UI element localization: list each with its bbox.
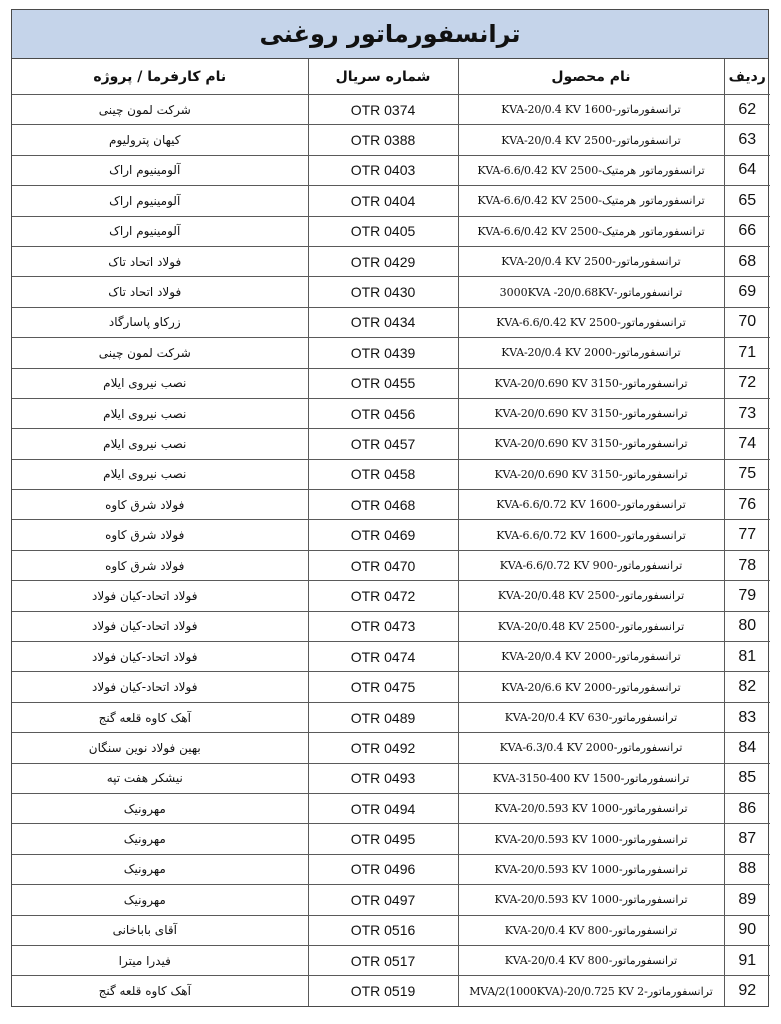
table-row — [12, 368, 770, 398]
table-row — [12, 945, 770, 975]
product-name-cell: ترانسفورماتور-3150 KVA-20/0.690 KV — [458, 429, 724, 459]
serial-number-cell: OTR 0494 — [308, 793, 458, 823]
table-row — [12, 611, 770, 641]
client-name-cell: بهین فولاد نوین سنگان — [12, 733, 308, 763]
serial-number-cell: OTR 0489 — [308, 702, 458, 732]
client-name-cell: مهرونیک — [12, 793, 308, 823]
header-row-number: ردیف — [724, 59, 770, 95]
client-name-cell: نیشکر هفت تپه — [12, 763, 308, 793]
header-serial-number: شماره سریال — [308, 59, 458, 95]
serial-number-cell: OTR 0458 — [308, 459, 458, 489]
table-row — [12, 307, 770, 337]
client-name-cell: فولاد اتحاد-کیان فولاد — [12, 581, 308, 611]
serial-number-cell: OTR 0404 — [308, 186, 458, 216]
serial-number-cell: OTR 0517 — [308, 945, 458, 975]
row-number-cell: 76 — [724, 490, 770, 520]
row-number-cell: 87 — [724, 824, 770, 854]
row-number-cell: 74 — [724, 429, 770, 459]
row-number-cell: 92 — [724, 976, 770, 1006]
row-number-cell: 86 — [724, 793, 770, 823]
table-row — [12, 338, 770, 368]
product-name-cell: ترانسفورماتور-2500 KVA-6.6/0.42 KV — [458, 307, 724, 337]
product-name-cell: ترانسفورماتور-1600 KVA-20/0.4 KV — [458, 95, 724, 125]
row-number-cell: 78 — [724, 550, 770, 580]
client-name-cell: مهرونیک — [12, 885, 308, 915]
product-name-cell: ترانسفورماتور-900 KVA-6.6/0.72 KV — [458, 550, 724, 580]
row-number-cell: 63 — [724, 125, 770, 155]
client-name-cell: فیدرا میترا — [12, 945, 308, 975]
client-name-cell: فولاد شرق کاوه — [12, 550, 308, 580]
serial-number-cell: OTR 0374 — [308, 95, 458, 125]
client-name-cell: آلومینیوم اراک — [12, 155, 308, 185]
row-number-cell: 77 — [724, 520, 770, 550]
table-body — [12, 95, 770, 1006]
row-number-cell: 69 — [724, 277, 770, 307]
table-row — [12, 429, 770, 459]
client-name-cell: آقای باباخانی — [12, 915, 308, 945]
product-name-cell: ترانسفورماتور-1000 KVA-20/0.593 KV — [458, 824, 724, 854]
product-name-cell: ترانسفورماتور-1000 KVA-20/0.593 KV — [458, 793, 724, 823]
serial-number-cell: OTR 0470 — [308, 550, 458, 580]
table-row — [12, 672, 770, 702]
client-name-cell: فولاد اتحاد-کیان فولاد — [12, 611, 308, 641]
serial-number-cell: OTR 0429 — [308, 246, 458, 276]
row-number-cell: 72 — [724, 368, 770, 398]
table-row — [12, 277, 770, 307]
client-name-cell: نصب نیروی ایلام — [12, 459, 308, 489]
serial-number-cell: OTR 0475 — [308, 672, 458, 702]
product-name-cell: ترانسفورماتور-3000KVA -20/0.68KV — [458, 277, 724, 307]
product-name-cell: ترانسفورماتور-2000 KVA-20/6.6 KV — [458, 672, 724, 702]
table-row — [12, 854, 770, 884]
table-row — [12, 155, 770, 185]
row-number-cell: 85 — [724, 763, 770, 793]
serial-number-cell: OTR 0492 — [308, 733, 458, 763]
product-name-cell: ترانسفورماتور-1000 KVA-20/0.593 KV — [458, 854, 724, 884]
transformer-table — [12, 59, 770, 1006]
serial-number-cell: OTR 0405 — [308, 216, 458, 246]
serial-number-cell: OTR 0403 — [308, 155, 458, 185]
product-name-cell: ترانسفورماتور-3150 KVA-20/0.690 KV — [458, 398, 724, 428]
serial-number-cell: OTR 0473 — [308, 611, 458, 641]
serial-number-cell: OTR 0468 — [308, 490, 458, 520]
product-name-cell: ترانسفورماتور هرمتیک-2500 KVA-6.6/0.42 KV — [458, 186, 724, 216]
serial-number-cell: OTR 0516 — [308, 915, 458, 945]
product-name-cell: ترانسفورماتور-2500 KVA-20/0.4 KV — [458, 125, 724, 155]
client-name-cell: نصب نیروی ایلام — [12, 398, 308, 428]
row-number-cell: 88 — [724, 854, 770, 884]
row-number-cell: 90 — [724, 915, 770, 945]
serial-number-cell: OTR 0456 — [308, 398, 458, 428]
row-number-cell: 82 — [724, 672, 770, 702]
row-number-cell: 83 — [724, 702, 770, 732]
client-name-cell: فولاد اتحاد تاک — [12, 246, 308, 276]
serial-number-cell: OTR 0474 — [308, 642, 458, 672]
table-row — [12, 490, 770, 520]
product-name-cell: ترانسفورماتور-2500 KVA-20/0.4 KV — [458, 246, 724, 276]
client-name-cell: آهک کاوه قلعه گنج — [12, 976, 308, 1006]
client-name-cell: مهرونیک — [12, 824, 308, 854]
row-number-cell: 65 — [724, 186, 770, 216]
client-name-cell: آلومینیوم اراک — [12, 186, 308, 216]
table-row — [12, 793, 770, 823]
table-row — [12, 824, 770, 854]
transformer-list-sheet — [11, 9, 769, 1007]
table-row — [12, 733, 770, 763]
product-name-cell: ترانسفورماتور-1600 KVA-6.6/0.72 KV — [458, 520, 724, 550]
serial-number-cell: OTR 0469 — [308, 520, 458, 550]
row-number-cell: 79 — [724, 581, 770, 611]
client-name-cell: فولاد شرق کاوه — [12, 490, 308, 520]
client-name-cell: فولاد اتحاد تاک — [12, 277, 308, 307]
sheet-title: ترانسفورماتور روغنی — [12, 10, 768, 59]
row-number-cell: 75 — [724, 459, 770, 489]
header-row — [12, 59, 770, 95]
table-row — [12, 550, 770, 580]
product-name-cell: ترانسفورماتور هرمتیک-2500 KVA-6.6/0.42 KV — [458, 155, 724, 185]
product-name-cell: ترانسفورماتور-2500 KVA-20/0.48 KV — [458, 611, 724, 641]
table-row — [12, 915, 770, 945]
product-name-cell: ترانسفورماتور-3150 KVA-20/0.690 KV — [458, 459, 724, 489]
row-number-cell: 62 — [724, 95, 770, 125]
client-name-cell: مهرونیک — [12, 854, 308, 884]
row-number-cell: 68 — [724, 246, 770, 276]
table-row — [12, 885, 770, 915]
serial-number-cell: OTR 0434 — [308, 307, 458, 337]
table-row — [12, 186, 770, 216]
client-name-cell: فولاد شرق کاوه — [12, 520, 308, 550]
row-number-cell: 91 — [724, 945, 770, 975]
table-row — [12, 125, 770, 155]
product-name-cell: ترانسفورماتور-2000 KVA-20/0.4 KV — [458, 642, 724, 672]
product-name-cell: ترانسفورماتور-2500 KVA-20/0.48 KV — [458, 581, 724, 611]
table-row — [12, 976, 770, 1006]
product-name-cell: ترانسفورماتور-800 KVA-20/0.4 KV — [458, 945, 724, 975]
product-name-cell: ترانسفورماتور-630 KVA-20/0.4 KV — [458, 702, 724, 732]
table-row — [12, 763, 770, 793]
table-row — [12, 520, 770, 550]
table-row — [12, 459, 770, 489]
row-number-cell: 81 — [724, 642, 770, 672]
client-name-cell: آلومینیوم اراک — [12, 216, 308, 246]
table-row — [12, 581, 770, 611]
product-name-cell: ترانسفورماتور-2000 KVA-6.3/0.4 KV — [458, 733, 724, 763]
header-client-project: نام کارفرما / پروژه — [12, 59, 308, 95]
serial-number-cell: OTR 0457 — [308, 429, 458, 459]
client-name-cell: فولاد اتحاد-کیان فولاد — [12, 672, 308, 702]
row-number-cell: 66 — [724, 216, 770, 246]
serial-number-cell: OTR 0439 — [308, 338, 458, 368]
table-row — [12, 398, 770, 428]
serial-number-cell: OTR 0472 — [308, 581, 458, 611]
serial-number-cell: OTR 0430 — [308, 277, 458, 307]
client-name-cell: نصب نیروی ایلام — [12, 429, 308, 459]
table-row — [12, 702, 770, 732]
row-number-cell: 73 — [724, 398, 770, 428]
client-name-cell: شرکت لمون چینی — [12, 338, 308, 368]
serial-number-cell: OTR 0493 — [308, 763, 458, 793]
table-row — [12, 642, 770, 672]
serial-number-cell: OTR 0388 — [308, 125, 458, 155]
client-name-cell: نصب نیروی ایلام — [12, 368, 308, 398]
table-row — [12, 216, 770, 246]
serial-number-cell: OTR 0495 — [308, 824, 458, 854]
client-name-cell: شرکت لمون چینی — [12, 95, 308, 125]
product-name-cell: ترانسفورماتور-2 MVA/2(1000KVA)-20/0.725 KV — [458, 976, 724, 1006]
table-row — [12, 246, 770, 276]
product-name-cell: ترانسفورماتور-3150 KVA-20/0.690 KV — [458, 368, 724, 398]
row-number-cell: 70 — [724, 307, 770, 337]
product-name-cell: ترانسفورماتور-1000 KVA-20/0.593 KV — [458, 885, 724, 915]
serial-number-cell: OTR 0455 — [308, 368, 458, 398]
row-number-cell: 89 — [724, 885, 770, 915]
product-name-cell: ترانسفورماتور-1500 KVA-3150-400 KV — [458, 763, 724, 793]
client-name-cell: آهک کاوه قلعه گنج — [12, 702, 308, 732]
serial-number-cell: OTR 0519 — [308, 976, 458, 1006]
client-name-cell: کیهان پترولیوم — [12, 125, 308, 155]
row-number-cell: 71 — [724, 338, 770, 368]
row-number-cell: 84 — [724, 733, 770, 763]
table-row — [12, 95, 770, 125]
client-name-cell: فولاد اتحاد-کیان فولاد — [12, 642, 308, 672]
product-name-cell: ترانسفورماتور هرمتیک-2500 KVA-6.6/0.42 KV — [458, 216, 724, 246]
serial-number-cell: OTR 0496 — [308, 854, 458, 884]
product-name-cell: ترانسفورماتور-800 KVA-20/0.4 KV — [458, 915, 724, 945]
product-name-cell: ترانسفورماتور-2000 KVA-20/0.4 KV — [458, 338, 724, 368]
client-name-cell: زرکاو پاسارگاد — [12, 307, 308, 337]
row-number-cell: 64 — [724, 155, 770, 185]
product-name-cell: ترانسفورماتور-1600 KVA-6.6/0.72 KV — [458, 490, 724, 520]
serial-number-cell: OTR 0497 — [308, 885, 458, 915]
row-number-cell: 80 — [724, 611, 770, 641]
header-product-name: نام محصول — [458, 59, 724, 95]
